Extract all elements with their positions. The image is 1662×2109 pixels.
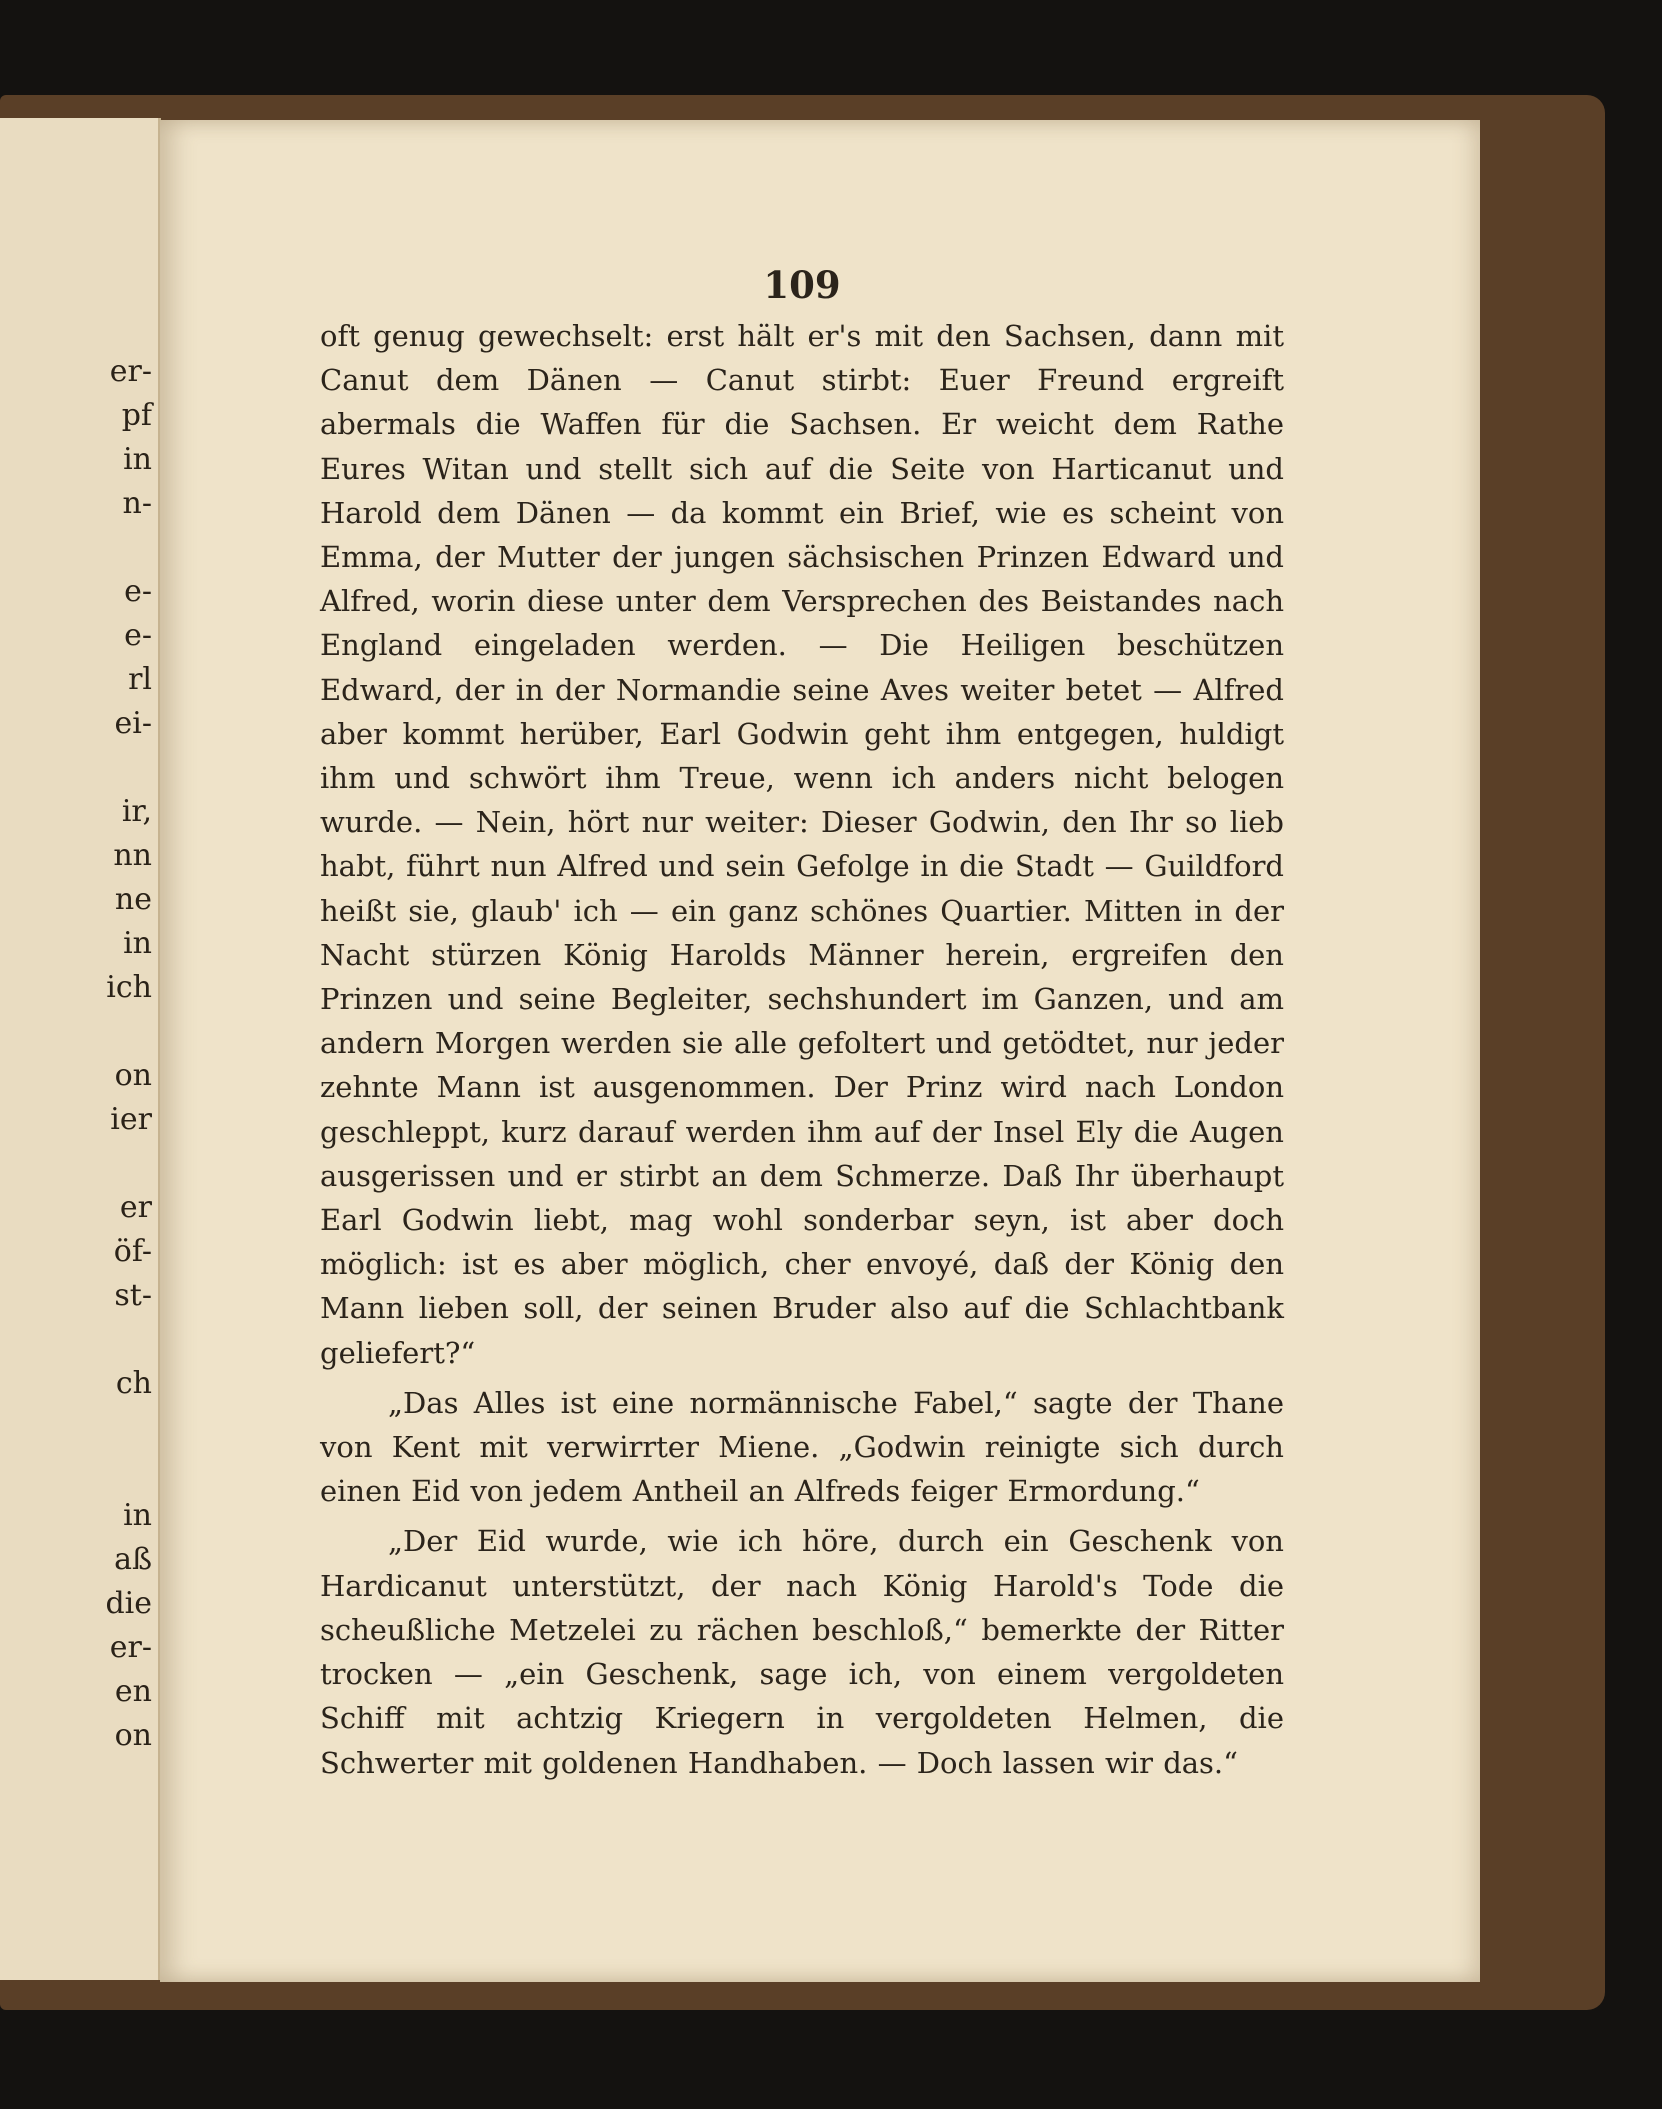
paragraph: „Der Eid wurde, wie ich höre, durch ein Geschenk von Hardicanut unterstützt, der nach König Harold's Tode die scheußliche Metzelei zu rächen beschloß,“ bemerkte der Ritter trocken — „ein Geschenk, sage ich, von einem vergoldeten Schiff mit achtzig Kriegern in vergoldeten Helmen, die Schwerter mit goldenen Handhaben. — Doch lassen wir das.“ — [320, 1524, 1284, 1780]
left-page-fragment: ne — [114, 882, 152, 917]
left-page-fragment: die — [105, 1586, 152, 1621]
left-page-fragment: in — [123, 1498, 152, 1533]
left-page-fragment: st- — [114, 1278, 152, 1313]
left-page-fragment: e- — [124, 574, 152, 609]
left-page-fragment: er- — [109, 1630, 152, 1665]
paragraph: „Das Alles ist eine normännische Fabel,“ sagte der Thane von Kent mit verwirrter Miene. „Godwin reinigte sich durch einen Eid von jedem Antheil an Alfreds feiger Ermordung.“ — [320, 1385, 1284, 1509]
left-page-fragment: pf — [121, 398, 152, 433]
left-page-fragment: en — [114, 1674, 152, 1709]
left-page-fragment: öf- — [113, 1234, 152, 1269]
left-page-fragment: rl — [128, 662, 152, 697]
left-page-fragment: er — [119, 1190, 152, 1225]
left-page-fragment: on — [114, 1058, 152, 1093]
page-text-block — [320, 262, 1284, 1785]
left-page-fragment: n- — [122, 486, 152, 521]
left-page — [0, 118, 161, 1980]
left-page-fragment: ir, — [121, 794, 152, 829]
left-page-fragment: er- — [109, 354, 152, 389]
left-page-fragment: ier — [110, 1102, 152, 1137]
left-page-fragment: ei- — [114, 706, 152, 741]
left-page-fragment: aß — [114, 1542, 152, 1577]
left-page-fragment: in — [123, 442, 152, 477]
left-page-fragment: ch — [115, 1366, 152, 1401]
left-page-fragment: ich — [106, 970, 152, 1005]
left-page-fragment: on — [114, 1718, 152, 1753]
left-page-fragment: in — [123, 926, 152, 961]
page-number: 109 — [763, 263, 841, 307]
left-page-fragment: e- — [124, 618, 152, 653]
paragraph: oft genug gewechselt: erst hält er's mit den Sachsen, dann mit Canut dem Dänen — Canut stirbt: Euer Freund ergreift abermals die Waffen für die Sachsen. Er weicht dem Rathe Eures Witan und stellt sich auf die Seite von Harticanut und Harold dem Dänen — da kommt ein Brief, wie es scheint von Emma, der Mutter der jungen sächsischen Prinzen Edward und Alfred, worin diese unter dem Versprechen des Beistandes nach England eingeladen werden. — Die Heiligen beschützen Edward, der in der Normandie seine Aves weiter betet — Alfred aber kommt herüber, Earl Godwin geht ihm entgegen, huldigt ihm und schwört ihm Treue, wenn ich anders nicht belogen wurde. — Nein, hört nur weiter: Dieser Godwin, den Ihr so lieb habt, führt nun Alfred und sein Gefolge in die Stadt — Guildford heißt sie, glaub' ich — ein ganz schönes Quartier. Mitten in der Nacht stürzen König Harolds Männer herein, ergreifen den Prinzen und seine Begleiter, sechshundert im Ganzen, und am andern Morgen werden sie alle gefoltert und getödtet, nur jeder zehnte Mann ist ausgenommen. Der Prinz wird nach London geschleppt, kurz darauf werden ihm auf der Insel Ely die Augen ausgerissen und er stirbt an dem Schmerze. Daß Ihr überhaupt Earl Godwin liebt, mag wohl sonderbar seyn, ist aber doch möglich: ist es aber möglich, cher envoyé, daß der König den Mann lieben soll, der seinen Bruder also auf die Schlachtbank geliefert?“ — [320, 319, 1284, 1370]
left-page-fragment: nn — [113, 838, 152, 873]
